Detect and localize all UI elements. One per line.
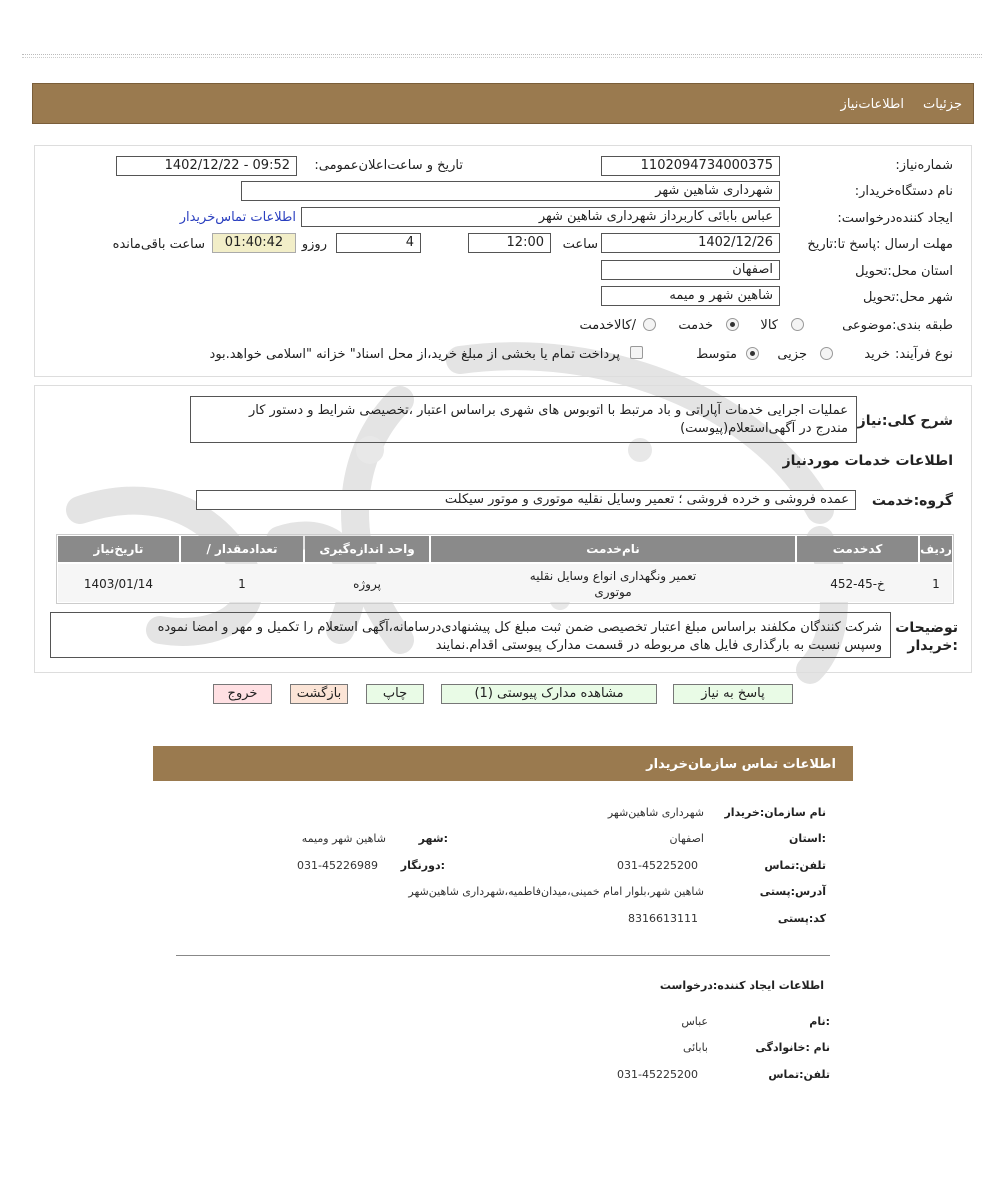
days-field: 4	[336, 233, 421, 253]
contact-province-label: :استان	[789, 832, 826, 845]
buyer-notes-line1: شرکت کنندگان مکلفند براساس مبلغ اعتبار تخصیصی ضمن ثبت مبلغ کل پیشنهادی‌درسامانه،آگهی استعلام را تکمیل و مهر و امضا نموده	[157, 620, 882, 635]
row-number-cell: 1	[932, 577, 940, 591]
announce-date-label: تاریخ و ساعت‌اعلان‌عمومی:	[314, 158, 463, 173]
process-medium-radio[interactable]	[746, 347, 759, 360]
need-summary-label: شرح کلی:نیاز	[857, 413, 953, 429]
province-label: استان محل:تحویل	[855, 264, 953, 279]
category-service-label: خدمت	[678, 318, 713, 333]
category-both-radio[interactable]	[643, 318, 656, 331]
buyer-contact-title: اطلاعات تماس سازمان‌خریدار	[646, 757, 836, 772]
category-label: طبقه بندی:موضوعی	[842, 318, 953, 333]
tab-details[interactable]: جزئیات	[923, 97, 962, 112]
contact-city-value: شاهین شهر ومیمه	[301, 832, 386, 845]
city-field: شاهین شهر و میمه	[601, 286, 780, 306]
service-group-field: عمده فروشی و خرده فروشی ؛ تعمیر وسایل نقلیه موتوری و موتور سیکلت	[196, 490, 856, 510]
service-name-cell-line2: موتوری	[594, 585, 632, 599]
page-header-bar	[32, 83, 974, 124]
need-summary-line2: مندرج در آگهی‌استعلام(پیوست)	[680, 421, 848, 436]
category-service-radio[interactable]	[726, 318, 739, 331]
process-minor-radio[interactable]	[820, 347, 833, 360]
col-unit-header: واحد اندازه‌گیری	[305, 536, 429, 562]
treasury-payment-checkbox[interactable]	[630, 346, 643, 359]
contact-phone-value: 031-45225200	[617, 859, 698, 872]
unit-cell: پروژه	[353, 577, 381, 591]
deadline-time-field: 12:00	[468, 233, 551, 253]
category-goods-label: کالا	[760, 318, 778, 333]
services-title: اطلاعات خدمات موردنیاز	[782, 453, 953, 469]
contact-city-label: :شهر	[418, 832, 448, 845]
buyer-notes-label-2: :خریدار	[907, 638, 958, 654]
print-button[interactable]: چاپ	[366, 684, 424, 704]
col-row-header: ردیف	[920, 536, 952, 562]
deadline-hour-label: ساعت	[562, 237, 598, 252]
contact-fax-value: 031-45226989	[297, 859, 378, 872]
col-code-header: کدخدمت	[797, 536, 918, 562]
need-number-field: 1102094734000375	[601, 156, 780, 176]
top-divider-2	[22, 57, 982, 58]
remaining-time-label: ساعت باقی‌مانده	[112, 237, 205, 252]
category-goods-radio[interactable]	[791, 318, 804, 331]
category-both-label: /کالاخدمت	[579, 318, 636, 333]
creator-phone-value: 031-45225200	[617, 1068, 698, 1081]
contact-postal-value: 8316613111	[628, 912, 698, 925]
need-date-cell: 1403/01/14	[83, 577, 154, 591]
buyer-org-label: نام دستگاه‌خریدار:	[854, 184, 953, 199]
province-field: اصفهان	[601, 260, 780, 280]
buyer-contact-link[interactable]: اطلاعات تماس‌خریدار	[179, 210, 296, 225]
need-summary-line1: عملیات اجرایی خدمات آپاراتی و باد مرتبط با اتوبوس های شهری براساس اعتبار ،تخصیصی شرایط و دستور کار	[248, 403, 848, 418]
col-name-header: نام‌خدمت	[431, 536, 795, 562]
org-name-label: نام سازمان:خریدار	[724, 806, 826, 819]
back-button[interactable]: بازگشت	[290, 684, 348, 704]
city-label: شهر محل:تحویل	[863, 290, 953, 305]
contact-province-value: اصفهان	[669, 832, 704, 845]
days-label: روزو	[301, 237, 327, 252]
tab-need-info[interactable]: اطلاعات‌نیاز	[840, 97, 904, 112]
buyer-notes-line2: وسپس نسبت به بارگذاری فایل های مربوطه در قسمت مدارک پیوستی اقدام.نمایند	[435, 638, 882, 653]
deadline-date-field: 1402/12/26	[601, 233, 780, 253]
creator-name-value: عباس	[681, 1015, 708, 1028]
creator-phone-label: تلفن:تماس	[768, 1068, 830, 1081]
quantity-cell: 1	[238, 577, 246, 591]
contact-postal-label: کد:پستی	[777, 912, 826, 925]
service-group-label: گروه:خدمت	[871, 493, 953, 509]
top-divider	[22, 54, 982, 55]
col-qty-header: / تعدادمقدار	[181, 536, 303, 562]
creator-family-value: بابائی	[682, 1041, 708, 1054]
creator-field: عباس بابائی کاربرداز شهرداری شاهین شهر	[301, 207, 780, 227]
contact-address-label: آدرس:پستی	[759, 885, 826, 898]
remaining-time-field: 01:40:42	[212, 233, 296, 253]
deadline-label: مهلت ارسال :پاسخ تا:تاریخ	[807, 237, 953, 252]
org-name-value: شهرداری شاهین‌شهر	[607, 806, 704, 819]
reply-to-need-button[interactable]: پاسخ به نیاز	[673, 684, 793, 704]
contact-address-value: شاهین شهر،بلوار امام خمینی،میدان‌فاطمیه،شهرداری شاهین‌شهر	[408, 885, 704, 898]
creator-name-label: :نام	[809, 1015, 830, 1028]
contact-divider	[176, 955, 830, 956]
process-minor-label: جزیی	[777, 347, 807, 362]
view-attachments-button[interactable]: مشاهده مدارک پیوستی (1)	[441, 684, 657, 704]
creator-label: ایجاد کننده‌درخواست:	[837, 211, 953, 226]
exit-button[interactable]: خروج	[213, 684, 272, 704]
need-number-label: شماره‌نیاز:	[895, 158, 953, 173]
service-name-cell-line1: تعمیر ونگهداری انواع وسایل نقلیه	[529, 569, 697, 583]
process-medium-label: متوسط	[696, 347, 737, 362]
contact-phone-label: تلفن:تماس	[764, 859, 826, 872]
process-buy-label: خرید	[864, 347, 890, 362]
service-code-cell: خ-45-452	[830, 577, 885, 591]
col-date-header: تاریخ‌نیاز	[58, 536, 179, 562]
announce-date-field: 1402/12/22 - 09:52	[116, 156, 297, 176]
treasury-payment-note: پرداخت تمام یا بخشی از مبلغ خرید،از محل اسناد" خزانه "اسلامی خواهد.بود	[209, 347, 620, 362]
creator-info-title: اطلاعات ایجاد کننده:درخواست	[659, 979, 824, 992]
creator-family-label: نام :خانوادگی	[755, 1041, 830, 1054]
need-info-panel	[34, 145, 972, 377]
buyer-org-field: شهرداری شاهین شهر	[241, 181, 780, 201]
buyer-notes-label: توضیحات	[895, 620, 958, 636]
contact-fax-label: :دورنگار	[400, 859, 445, 872]
process-label: نوع فرآیند:	[895, 347, 953, 362]
